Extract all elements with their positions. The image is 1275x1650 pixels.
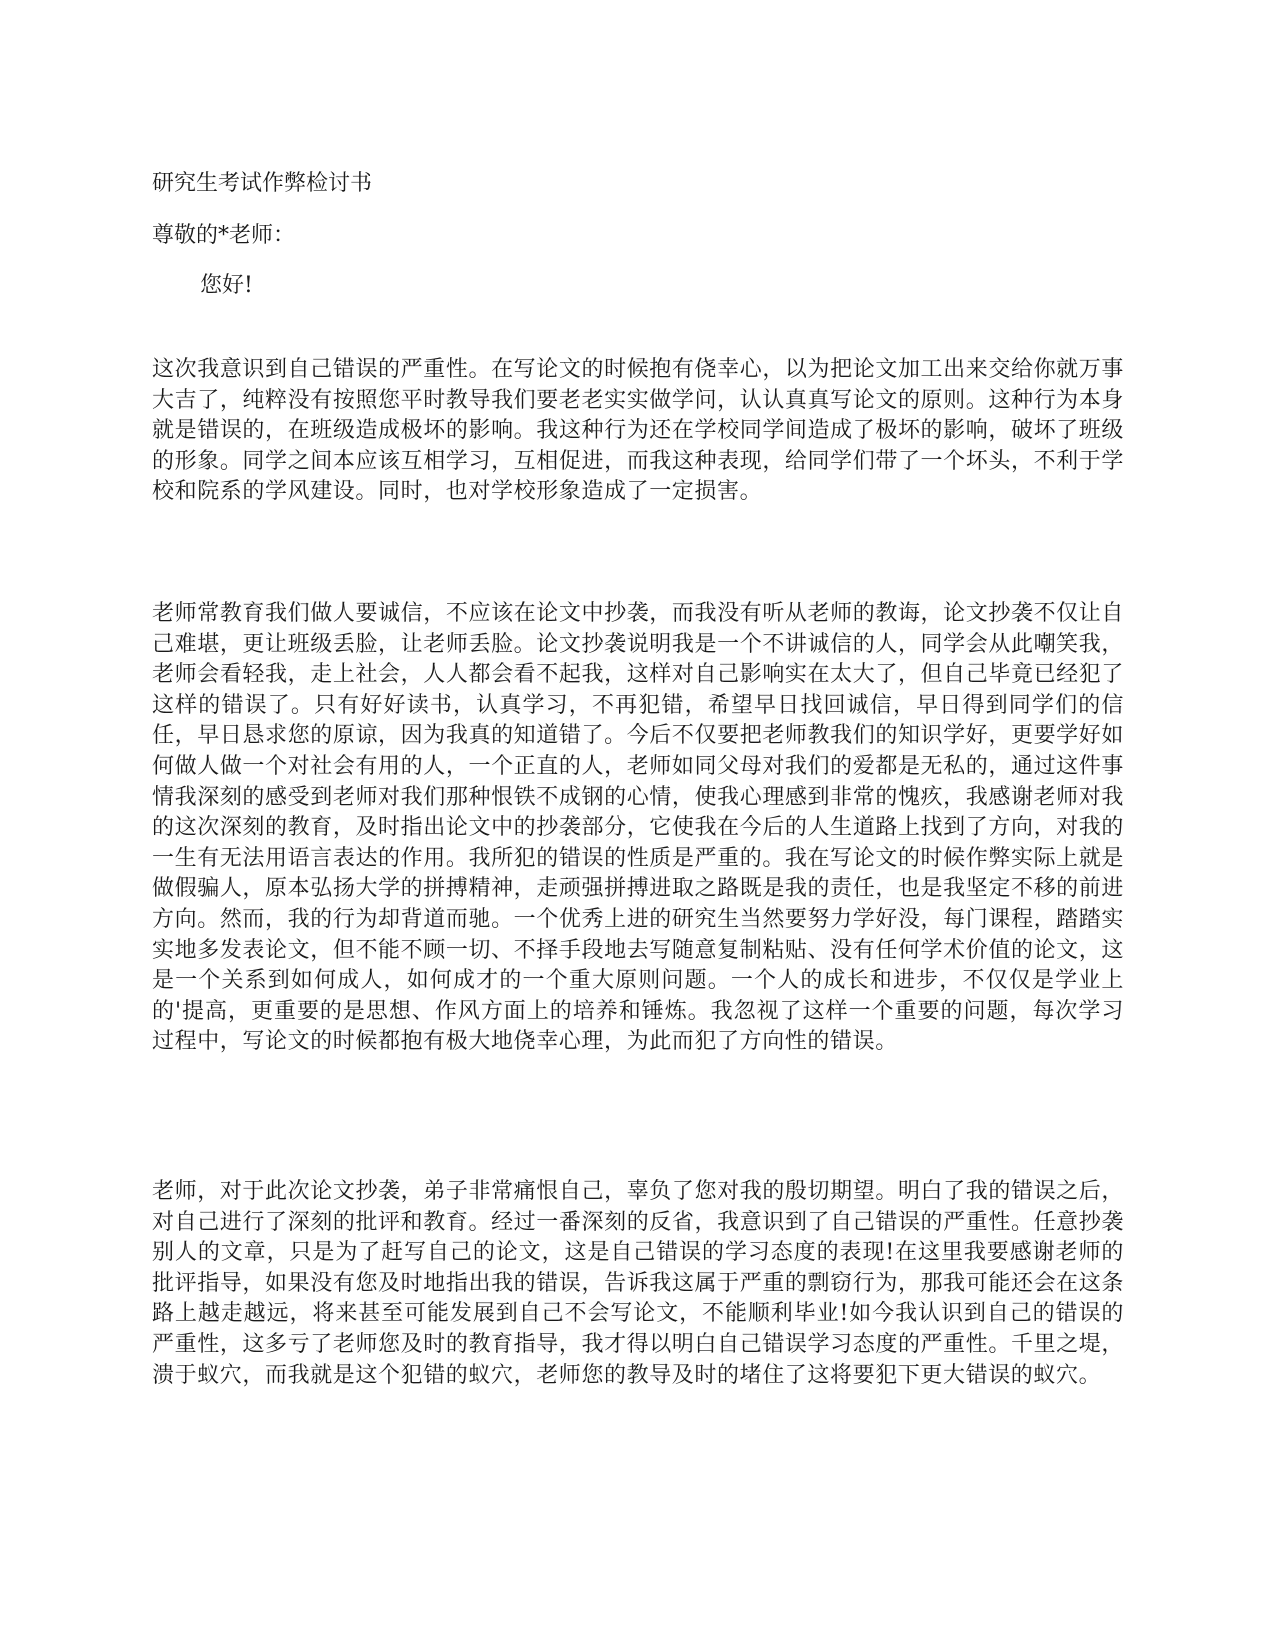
body-paragraph-1: 这次我意识到自己错误的严重性。在写论文的时候抱有侥幸心，以为把论文加工出来交给你就万事大吉了，纯粹没有按照您平时教导我们要老老实实做学问，认认真真写论文的原则。这种行为本身就是错误的，在班级造成极坏的影响。我这种行为还在学校同学间造成了极坏的影响，破坏了班级的形象。同学之间本应该互相学习，互相促进，而我这种表现，给同学们带了一个坏头，不利于学校和院系的学风建设。同时，也对学校形象造成了一定损害。 [152, 357, 1124, 505]
body-paragraph-2: 老师常教育我们做人要诚信，不应该在论文中抄袭，而我没有听从老师的教诲，论文抄袭不仅让自己难堪，更让班级丢脸，让老师丢脸。论文抄袭说明我是一个不讲诚信的人，同学会从此嘲笑我，老师会看轻我，走上社会，人人都会看不起我，这样对自己影响实在太大了，但自己毕竟已经犯了这样的错误了。只有好好读书，认真学习，不再犯错，希望早日找回诚信，早日得到同学们的信任，早日恳求您的原谅，因为我真的知道错了。今后不仅要把老师教我们的知识学好，更要学好如何做人做一个对社会有用的人，一个正直的人，老师如同父母对我们的爱都是无私的，通过这件事情我深刻的感受到老师对我们那种恨铁不成钢的心情，使我心理感到非常的愧疚，我感谢老师对我的这次深刻的教育，及时指出论文中的抄袭部分，它使我在今后的人生道路上找到了方向，对我的一生有无法用语言表达的作用。我所犯的错误的性质是严重的。我在写论文的时候作弊实际上就是做假骗人，原本弘扬大学的拼搏精神，走顽强拼搏进取之路既是我的责任，也是我坚定不移的前进方向。然而，我的行为却背道而驰。一个优秀上进的研究生当然要努力学好没，每门课程，踏踏实实地多发表论文，但不能不顾一切、不择手段地去写随意复制粘贴、没有任何学术价值的论文，这是一个关系到如何成人，如何成才的一个重大原则问题。一个人的成长和进步，不仅仅是学业上的'提高，更重要的是思想、作风方面上的培养和锤炼。我忽视了这样一个重要的问题，每次学习过程中，写论文的时候都抱有极大地侥幸心理，为此而犯了方向性的错误。 [152, 601, 1124, 1055]
body-paragraph-3: 老师，对于此次论文抄袭，弟子非常痛恨自己，辜负了您对我的殷切期望。明白了我的错误之后，对自己进行了深刻的批评和教育。经过一番深刻的反省，我意识到了自己错误的严重性。任意抄袭别人的文章，只是为了赶写自己的论文，这是自己错误的学习态度的表现!在这里我要感谢老师的批评指导，如果没有您及时地指出我的错误，告诉我这属于严重的剽窃行为，那我可能还会在这条路上越走越远，将来甚至可能发展到自己不会写论文，不能顺利毕业!如今我认识到自己的错误的严重性，这多亏了老师您及时的教育指导，我才得以明白自己错误学习态度的严重性。千里之堤，溃于蚁穴，而我就是这个犯错的蚁穴，老师您的教导及时的堵住了这将要犯下更大错误的蚁穴。 [152, 1179, 1124, 1388]
salutation: 尊敬的*老师： [152, 223, 296, 248]
document-page [152, 0, 1124, 1650]
greeting: 您好! [200, 273, 253, 298]
document-title: 研究生考试作弊检讨书 [152, 171, 373, 196]
